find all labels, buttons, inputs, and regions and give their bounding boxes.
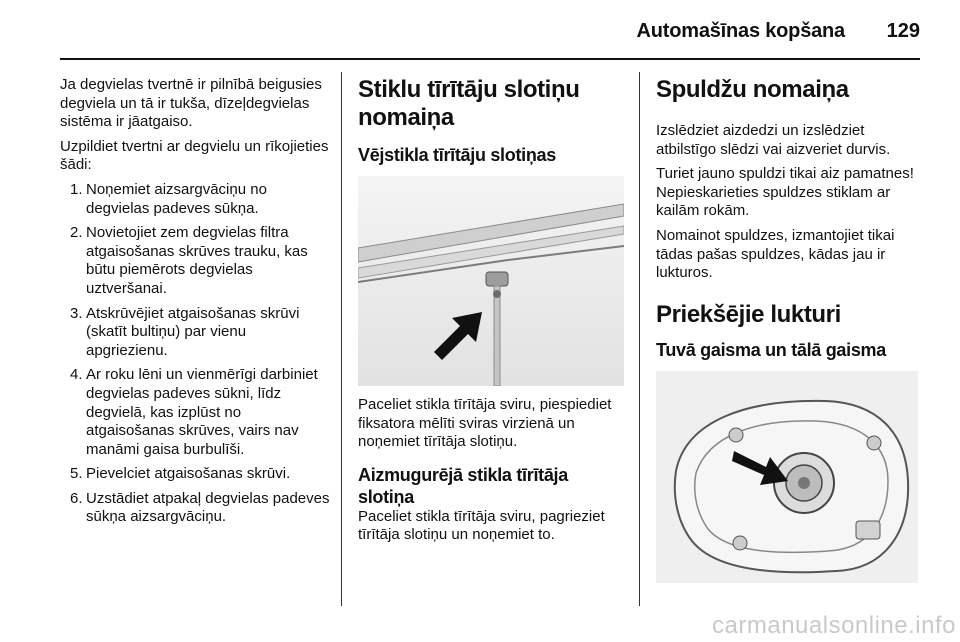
step-text: Noņemiet aizsargvāciņu no degvielas padeves sūkņa.	[86, 180, 267, 217]
step-number: 3.	[70, 304, 83, 322]
list-item	[60, 181, 330, 218]
subheading-low-high-beam: Tuvā gaisma un tālā gaisma	[656, 339, 886, 360]
left-column	[60, 76, 330, 533]
step-text: Pievelciet atgaisošanas skrūvi.	[86, 465, 291, 483]
step-text: Uzstādiet atpakaļ degvielas padeves sūkņa aizsargvāciņu.	[86, 489, 330, 526]
step-number: 1.	[70, 180, 83, 198]
rear-wiper-instructions: Paceliet stikla tīrītāja sviru, pagrieziet tīrītāja slotiņu un noņemiet to.	[358, 507, 605, 544]
chapter-title: Automašīnas kopšana	[636, 20, 845, 42]
lead-paragraph: Uzpildiet tvertni ar degvielu un rīkojieties šādi:	[60, 137, 329, 174]
list-item	[60, 305, 330, 361]
step-number: 2.	[70, 224, 83, 242]
page-header	[0, 0, 960, 60]
connector	[856, 521, 880, 539]
step-number: 5.	[70, 465, 83, 483]
headlamp-figure	[656, 371, 918, 583]
step-text: Ar roku lēni un vienmērīgi darbiniet degvielas padeves sūkni, līdz degvielā, kas izplūst no atgaisošanas skrūves, vairs nav manāmi gaisa burbulīši.	[86, 366, 318, 458]
section-heading-wipers: Stiklu tīrītāju slotiņu nomaiņa	[358, 76, 580, 131]
retaining-clip-tab	[493, 290, 501, 298]
mounting-screw	[867, 436, 881, 450]
blade-clip	[486, 272, 508, 286]
column-divider-left	[341, 72, 342, 606]
step-text: Novietojiet zem degvielas filtra atgaisošanas skrūves trauku, kas būtu piemērots degvielas uztveršanai.	[86, 224, 308, 297]
column-divider-right	[639, 72, 640, 606]
list-item	[60, 490, 330, 527]
mounting-screw	[733, 536, 747, 550]
section-heading-bulbs: Spuldžu nomaiņa	[656, 76, 849, 103]
list-item	[60, 465, 330, 484]
wiper-stem	[494, 286, 500, 386]
subheading-headlights: Priekšējie lukturi	[656, 300, 841, 328]
subheading-windscreen-wipers: Vējstikla tīrītāju slotiņas	[358, 145, 556, 165]
header-rule	[60, 58, 920, 60]
step-number: 6.	[70, 489, 83, 507]
middle-column	[358, 76, 624, 551]
step-number: 4.	[70, 366, 83, 384]
watermark: carmanualsonline.info	[712, 612, 956, 639]
steps-list	[60, 181, 330, 527]
bulb-paragraph-1: Izslēdziet aizdedzi un izslēdziet atbilstīgo slēdzi vai aizveriet durvis.	[656, 122, 891, 158]
subheading-rear-wiper: Aizmugurējā stikla tīrītāja slotiņa	[358, 464, 568, 507]
bulb-center	[798, 477, 810, 489]
page-number: 129	[886, 20, 920, 42]
intro-paragraph: Ja degvielas tvertnē ir pilnībā beigusies degviela un tā ir tukša, dīzeļdegvielas sistēma ir jāatgaiso.	[60, 76, 322, 131]
windscreen-wiper-instructions: Paceliet stikla tīrītāja sviru, piespiediet fiksatora mēlīti sviras virzienā un noņemiet tīrītāja slotiņu.	[358, 396, 612, 451]
list-item	[60, 224, 330, 298]
bulb-paragraph-2: Turiet jauno spuldzi tikai aiz pamatnes! Nepieskarieties spuldzes stiklam ar kailām rokām.	[656, 165, 914, 220]
bulb-paragraph-3: Nomainot spuldzes, izmantojiet tikai tādas pašas spuldzes, kādas jau ir lukturos.	[656, 226, 895, 282]
step-text: Atskrūvējiet atgaisošanas skrūvi (skatīt bultiņu) par vienu apgriezienu.	[86, 304, 300, 359]
mounting-screw	[729, 428, 743, 442]
wiper-blade-figure	[358, 176, 624, 386]
list-item	[60, 366, 330, 459]
right-column	[656, 76, 922, 583]
